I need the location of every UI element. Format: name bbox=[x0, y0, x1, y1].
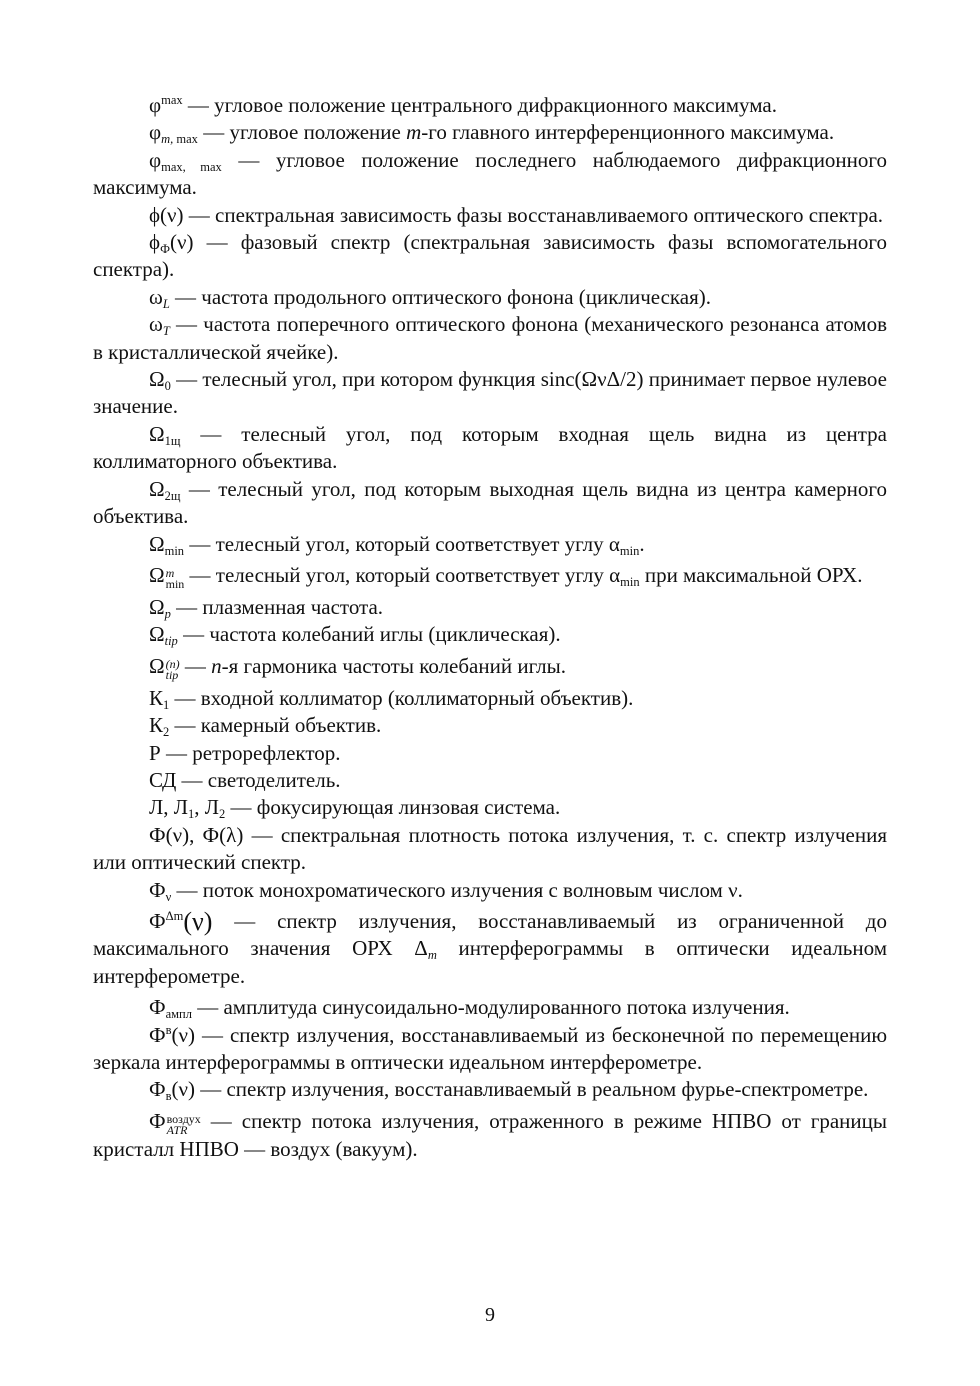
definition: — плазменная частота. bbox=[176, 594, 384, 619]
definition: — телесный угол, который соответствует углу $\alpha_{min}$. bbox=[189, 531, 645, 558]
definition: — спектр потока излучения, отраженного в режиме НПВО от границы кристалл НПВО — воздух (вакуум). bbox=[93, 1108, 887, 1161]
definition: — спектр излучения, восстанавливаемый из ограниченной до максимального значения ОРХ $\Delta_m$ интерферограммы в оптически идеальном интерферометре. bbox=[93, 908, 887, 988]
definition: — фокусирующая линзовая система. bbox=[230, 795, 561, 820]
symbol: $Ф^{\Delta m}(\nu)$ bbox=[149, 906, 213, 936]
symbol: $\Omega_{tip}$ bbox=[149, 622, 178, 649]
definition: — телесный угол, под которым входная щель видна из центра коллиматорного объектива. bbox=[93, 421, 887, 474]
definition: — спектральная зависимость фазы восстанавливаемого оптического спектра. bbox=[188, 202, 884, 227]
entry-beamsplitter bbox=[93, 767, 887, 794]
entry-k2 bbox=[93, 712, 887, 739]
page-number: 9 bbox=[485, 1304, 495, 1326]
entry-flux-delta-m bbox=[93, 908, 887, 990]
entry-phase-spectral bbox=[93, 202, 887, 229]
entry-phi-max-max bbox=[93, 147, 887, 202]
definition: — входной коллиматор (коллиматорный объектив). bbox=[174, 685, 634, 710]
entry-omega-min bbox=[93, 531, 887, 558]
entry-phi-max bbox=[93, 92, 887, 119]
definition: — спектр излучения, восстанавливаемый из бесконечной по перемещению зеркала интерферограммы в оптически идеальном интерферометре. bbox=[93, 1022, 888, 1074]
symbol: Ω (n) tip bbox=[149, 653, 180, 682]
symbol: $Ф^в(\nu)$ bbox=[149, 1022, 195, 1047]
entry-flux-amplitude bbox=[93, 994, 887, 1021]
symbol: $\Omega_p$ bbox=[149, 594, 171, 621]
entry-omega-1sch bbox=[93, 421, 887, 476]
entry-omega-m-min bbox=[93, 562, 887, 590]
symbol: $К_1$ bbox=[149, 685, 170, 712]
entry-omega-tip bbox=[93, 621, 887, 648]
definition: — угловое положение m-го главного интерференционного максимума. bbox=[203, 120, 835, 145]
symbol: Ф(ν), Ф(λ) bbox=[149, 822, 244, 847]
definition: n-я гармоника частоты колебаний иглы. bbox=[211, 653, 566, 678]
definition: — фазовый спектр (спектральная зависимость фазы вспомогательного спектра). bbox=[93, 230, 887, 282]
entry-retroreflector bbox=[93, 740, 887, 767]
entry-flux-real bbox=[93, 1076, 887, 1103]
symbol: $Ф_\nu$ bbox=[149, 877, 172, 904]
entry-omega-0 bbox=[93, 366, 887, 421]
symbol: $\Omega_{min}$ bbox=[149, 531, 185, 558]
symbol: $\varphi_{m, max}$ bbox=[149, 120, 198, 147]
definition: — ретрорефлектор. bbox=[165, 740, 341, 765]
symbol: Л, $Л_1$, $Л_2$ bbox=[149, 795, 226, 822]
entry-omega-p bbox=[93, 594, 887, 621]
entry-omega-l bbox=[93, 284, 887, 311]
entry-phase-spectrum bbox=[93, 229, 887, 284]
definition: — угловое положение последнего наблюдаемого дифракционного максимума. bbox=[93, 147, 888, 200]
entry-lens-system bbox=[93, 794, 887, 821]
definition: — частота продольного оптического фонона (циклическая). bbox=[175, 284, 712, 309]
definition: — телесный угол, при котором функция sinc(ΩνΔ/2) принимает первое нулевое значение. bbox=[93, 367, 888, 419]
entry-k1 bbox=[93, 685, 887, 712]
definition: — камерный объектив. bbox=[174, 713, 382, 738]
definition: — поток монохроматического излучения с волновым числом ν. bbox=[176, 877, 743, 902]
entry-omega-t bbox=[93, 311, 887, 366]
symbol: $К_2$ bbox=[149, 713, 170, 740]
entry-flux-atr bbox=[93, 1108, 887, 1163]
definition: — частота поперечного оптического фонона (механического резонанса атомов в кристаллической ячейке). bbox=[93, 312, 888, 364]
symbol: $\Omega_{2щ}$ bbox=[149, 476, 181, 503]
definition: — амплитуда синусоидально-модулированного потока излучения. bbox=[197, 995, 790, 1020]
symbol: $\omega_T$ bbox=[149, 312, 170, 339]
symbol: $Ф_{ампл}$ bbox=[149, 995, 192, 1022]
symbol: Ф воздух ATR bbox=[149, 1108, 201, 1137]
entry-spectral-density bbox=[93, 822, 887, 877]
entry-flux-ideal bbox=[93, 1022, 887, 1077]
symbol: $\varphi^{max}$ bbox=[149, 93, 183, 117]
symbol: Р bbox=[149, 740, 161, 765]
definition: — телесный угол, под которым выходная щель видна из центра камерного объектива. bbox=[93, 476, 887, 529]
definition: — частота колебаний иглы (циклическая). bbox=[183, 622, 561, 647]
notation-list bbox=[93, 92, 887, 1167]
definition: — телесный угол, который соответствует углу $\alpha_{min}$ при максимальной ОРХ. bbox=[189, 562, 863, 589]
symbol: $Ф_в(\nu)$ bbox=[149, 1077, 195, 1104]
definition: — спектр излучения, восстанавливаемый в реальном фурье-спектрометре. bbox=[200, 1077, 869, 1102]
definition: — спектральная плотность потока излучения, т. с. спектр излучения или оптический спектр. bbox=[93, 822, 888, 875]
entry-omega-tip-n: Ω (n) tip — n-я гармоника частоты колебаний иглы. bbox=[149, 653, 566, 682]
symbol: $\Omega_0$ bbox=[149, 367, 171, 394]
symbol: $\omega_L$ bbox=[149, 284, 170, 311]
entry-phi-m-max bbox=[93, 119, 887, 146]
symbol: ϕ(ν) bbox=[149, 202, 184, 227]
symbol: $\varphi_{max, max}$ bbox=[149, 147, 222, 174]
entry-omega-2sch bbox=[93, 476, 887, 531]
symbol: Ω m min bbox=[149, 562, 185, 591]
symbol: $\phi_Ф(\nu)$ bbox=[149, 230, 194, 257]
definition: — светоделитель. bbox=[181, 767, 341, 792]
definition: — угловое положение центрального дифракционного максимума. bbox=[187, 93, 777, 117]
symbol: $\Omega_{1щ}$ bbox=[149, 421, 181, 448]
entry-flux-nu bbox=[93, 877, 887, 904]
symbol: СД bbox=[149, 767, 177, 792]
